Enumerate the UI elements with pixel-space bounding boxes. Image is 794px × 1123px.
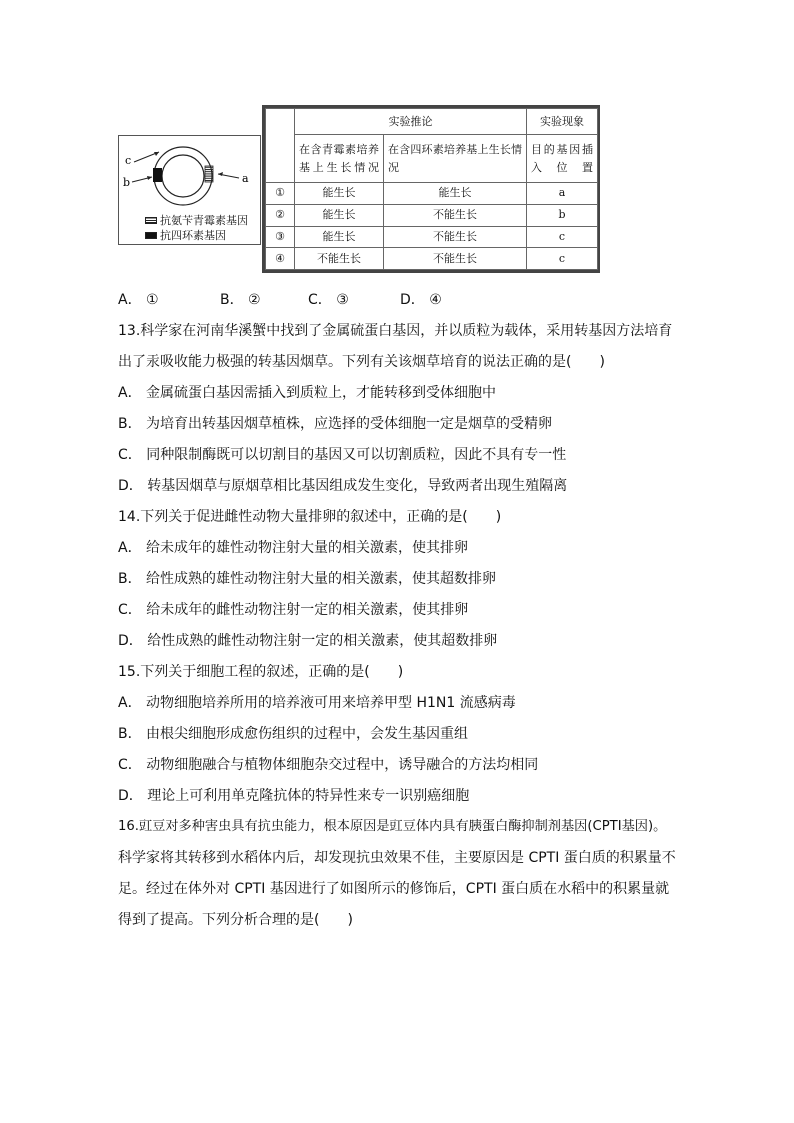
label-b: b <box>123 176 131 189</box>
q13-option-c: C． 同种限制酶既可以切割目的基因又可以切割质粒，因此不具有专一性 <box>118 447 567 463</box>
plasmid-figure <box>118 135 261 245</box>
q14-option-c: C． 给未成年的雌性动物注射一定的相关激素，使其排卵 <box>118 602 469 618</box>
q15-option-b: B． 由根尖细胞形成愈伤组织的过程中，会发生基因重组 <box>118 726 469 742</box>
option-b: B． ② <box>220 292 261 308</box>
solid-swatch-icon <box>145 232 157 239</box>
q14-option-a: A． 给未成年的雄性动物注射大量的相关激素，使其排卵 <box>118 540 469 556</box>
q15-option-c: C． 动物细胞融合与植物体细胞杂交过程中，诱导融合的方法均相同 <box>118 757 539 773</box>
q16-stem: 16.豇豆对多种害虫具有抗虫能力，根本原因是豇豆体内具有胰蛋白酶抑制剂基因(CPTI基因)。 <box>118 819 667 834</box>
label-a: a <box>242 172 249 185</box>
q13-option-d: D． 转基因烟草与原烟草相比基因组成发生变化，导致两者出现生殖隔离 <box>118 478 568 494</box>
option-d: D． ④ <box>400 292 442 308</box>
q13-option-a: A． 金属硫蛋白基因需插入到质粒上，才能转移到受体细胞中 <box>118 385 497 401</box>
col-penicillin: 在含青霉素培养基上生长情况 <box>295 135 384 183</box>
q14-option-b: B． 给性成熟的雄性动物注射大量的相关激素，使其超数排卵 <box>118 571 497 587</box>
q16-stem-cont-3: 得到了提高。下列分析合理的是( ) <box>118 912 353 928</box>
q15-option-d: D． 理论上可利用单克隆抗体的特异性来专一识别癌细胞 <box>118 788 470 804</box>
tetracycline-gene-block <box>153 168 162 182</box>
experiment-table <box>262 105 600 273</box>
q14-stem: 14.下列关于促进雌性动物大量排卵的叙述中，正确的是( ) <box>118 509 502 525</box>
table-row: ③ 能生长 不能生长 c <box>266 226 598 248</box>
legend-ampicillin <box>145 214 248 227</box>
plasmid-diagram <box>119 136 260 244</box>
table-corner <box>266 109 295 183</box>
col-position: 目的基因插入位置 <box>527 135 598 183</box>
q16-stem-cont-1: 科学家将其转移到水稻体内后，却发现抗虫效果不佳，主要原因是 CPTI 蛋白质的积累量不 <box>118 850 676 866</box>
q13-option-b: B． 为培育出转基因烟草植株，应选择的受体细胞一定是烟草的受精卵 <box>118 416 553 432</box>
striped-swatch-icon <box>145 217 157 224</box>
option-c: C． ③ <box>308 292 349 308</box>
legend-tetracycline <box>145 229 226 242</box>
q16-stem-cont-2: 足。经过在体外对 CPTI 基因进行了如图所示的修饰后，CPTI 蛋白质在水稻中的积累量就 <box>118 881 670 897</box>
col-tetracycline: 在含四环素培养基上生长情况 <box>384 135 527 183</box>
ampicillin-gene-block <box>205 166 213 182</box>
q13-stem: 13.科学家在河南华溪蟹中找到了金属硫蛋白基因，并以质粒为载体，采用转基因方法培育 <box>118 323 673 339</box>
q14-option-d: D． 给性成熟的雌性动物注射一定的相关激素，使其超数排卵 <box>118 633 498 649</box>
q15-option-a: A． 动物细胞培养所用的培养液可用来培养甲型 H1N1 流感病毒 <box>118 695 516 711</box>
legend-ampicillin-label: 抗氨苄青霉素基因 <box>160 214 248 227</box>
q13-stem-cont: 出了汞吸收能力极强的转基因烟草。下列有关该烟草培育的说法正确的是( ) <box>118 354 605 370</box>
table-row: ② 能生长 不能生长 b <box>266 204 598 226</box>
legend-tetracycline-label: 抗四环素基因 <box>160 229 226 242</box>
q15-stem: 15.下列关于细胞工程的叙述，正确的是( ) <box>118 664 404 680</box>
option-a: A． ① <box>118 292 159 308</box>
table-row: ④ 不能生长 不能生长 c <box>266 248 598 270</box>
header-inference: 实验推论 <box>295 109 527 135</box>
label-c: c <box>125 154 132 167</box>
plasmid-ring <box>154 147 212 205</box>
header-phenomenon: 实验现象 <box>527 109 598 135</box>
table-row: ① 能生长 能生长 a <box>266 183 598 205</box>
